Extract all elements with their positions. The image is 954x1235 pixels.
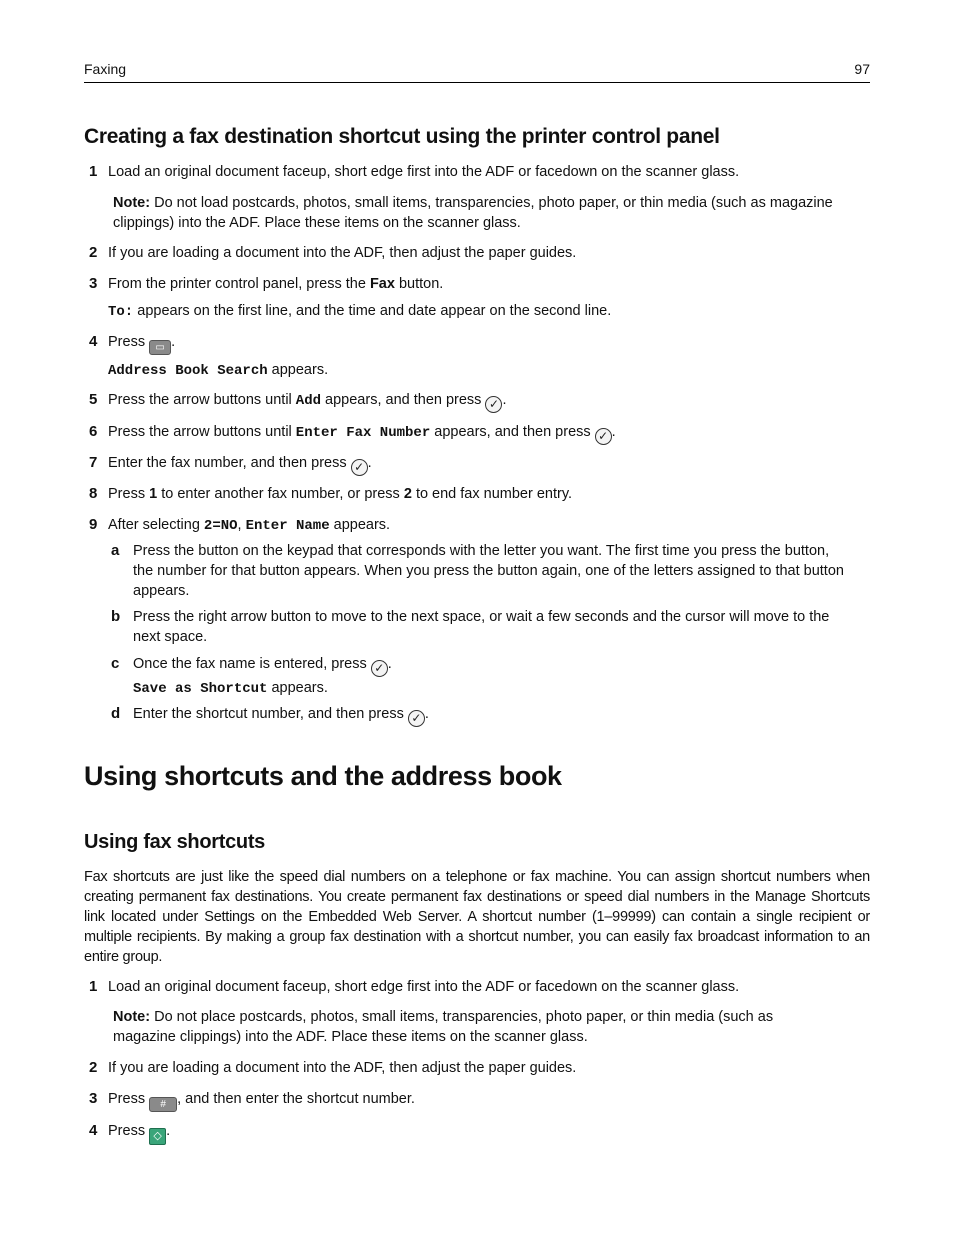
- step-text: If you are loading a document into the ADF, then adjust the paper guides.: [108, 1060, 577, 1076]
- note-text: Do not load postcards, photos, small items, transparencies, photo paper, or thin media (such as magazine: [154, 195, 833, 211]
- text: Press: [108, 486, 146, 502]
- substep-result: [133, 678, 328, 699]
- text: Press: [108, 1091, 146, 1107]
- text: After selecting: [108, 517, 200, 533]
- text: Press the arrow buttons until: [108, 392, 292, 408]
- step-text: Load an original document faceup, short edge first into the ADF or facedown on the scanner glass.: [108, 164, 740, 180]
- chapter-title: Using shortcuts and the address book: [84, 761, 562, 791]
- text: Enter the shortcut number, and then press: [133, 706, 404, 722]
- text: Press: [108, 334, 146, 350]
- step-text: [108, 422, 616, 445]
- substep-letter: d: [111, 705, 121, 722]
- text: Enter the fax number, and then press: [108, 455, 347, 471]
- display-text: To:: [108, 304, 134, 320]
- step-number: 4: [89, 333, 98, 350]
- text: , and then enter the shortcut number.: [177, 1091, 415, 1107]
- text: .: [166, 1123, 171, 1139]
- step-number: 7: [89, 454, 98, 471]
- substep-text: [133, 704, 429, 727]
- note: [113, 1007, 773, 1027]
- text: .: [611, 424, 616, 440]
- substep-text: appears.: [133, 583, 190, 599]
- substep-text: the number for that button appears. When you press the button again, one of the letters assigned to that button: [133, 563, 844, 579]
- substep-text: [133, 654, 392, 677]
- ok-checkmark-icon: ✓: [595, 428, 612, 445]
- step-text: [108, 274, 443, 294]
- step-number: 2: [89, 1059, 98, 1076]
- substep-text: Press the button on the keypad that corresponds with the letter you want. The first time you press the button,: [133, 543, 830, 559]
- text: .: [424, 706, 429, 722]
- ok-checkmark-icon: ✓: [485, 396, 502, 413]
- display-text: 2=NO: [203, 518, 238, 534]
- step-number: 1: [89, 978, 98, 995]
- step-number: 6: [89, 423, 98, 440]
- step-number: 3: [89, 1090, 98, 1107]
- text: .: [367, 455, 372, 471]
- text: ,: [237, 517, 242, 533]
- ok-checkmark-icon: ✓: [351, 459, 368, 476]
- note-label: Note:: [113, 1009, 151, 1025]
- text: appears, and then press: [325, 392, 482, 408]
- step-number: 3: [89, 275, 98, 292]
- text: Press the arrow buttons until: [108, 424, 292, 440]
- page-header: [84, 61, 870, 83]
- address-book-key-icon: ▭: [149, 340, 171, 355]
- header-section: Faxing: [84, 61, 127, 77]
- text: Press: [108, 1123, 146, 1139]
- display-text: Save as Shortcut: [133, 681, 268, 697]
- page-number: 97: [854, 61, 870, 77]
- fax-button-label: Fax: [369, 276, 395, 292]
- step-number: 2: [89, 244, 98, 261]
- text: appears.: [271, 362, 329, 378]
- step-number: 4: [89, 1122, 98, 1139]
- step-text: Load an original document faceup, short edge first into the ADF or facedown on the scanner glass.: [108, 979, 740, 995]
- note-text: magazine clippings) into the ADF. Place these items on the scanner glass.: [113, 1029, 588, 1045]
- text: appears, and then press: [434, 424, 591, 440]
- text: .: [387, 656, 392, 672]
- ok-checkmark-icon: ✓: [371, 660, 388, 677]
- step-number: 9: [89, 516, 98, 533]
- substep-letter: b: [111, 608, 121, 625]
- text: to end fax number entry.: [415, 486, 573, 502]
- start-key-icon: ◇: [149, 1128, 166, 1145]
- substep-letter: c: [111, 655, 120, 672]
- text: to enter another fax number, or press: [161, 486, 400, 502]
- step-text: [108, 1121, 170, 1145]
- substep-text: next space.: [133, 629, 208, 645]
- display-text: Enter Fax Number: [295, 425, 431, 441]
- ok-checkmark-icon: ✓: [408, 710, 425, 727]
- intro-paragraph: Fax shortcuts are just like the speed dial numbers on a telephone or fax machine. You can assign shortcut numbers when creating permanent fax destinations. You create permanent fax destinations or speed dial numbers in the Manage Shortcuts link located under Settings on the Embedded Web Server. A shortcut number (1–99999) can contain a single recipient or multiple recipients. By making a group fax destination with a shortcut number, you can easily fax broadcast information to an entire group.: [84, 869, 870, 965]
- step-text: [108, 390, 507, 413]
- step-text: If you are loading a document into the ADF, then adjust the paper guides.: [108, 245, 577, 261]
- section-title: Creating a fax destination shortcut using the printer control panel: [84, 125, 720, 148]
- display-text: Add: [295, 393, 322, 409]
- step-number: 5: [89, 391, 98, 408]
- substep-text: Press the right arrow button to move to the next space, or wait a few seconds and the cursor will move to the: [133, 609, 830, 625]
- note-text: clippings) into the ADF. Place these items on the scanner glass.: [113, 215, 521, 231]
- text: Once the fax name is entered, press: [133, 656, 367, 672]
- step-text: [108, 515, 390, 536]
- note-text: Do not place postcards, photos, small items, transparencies, photo paper, or thin media (such as: [154, 1009, 774, 1025]
- display-text: Enter Name: [245, 518, 330, 534]
- step-text: [108, 484, 572, 504]
- text: button.: [398, 276, 444, 292]
- step-result: [108, 301, 611, 322]
- step-text: [108, 332, 175, 355]
- key-label: 2: [403, 486, 412, 502]
- step-number: 8: [89, 485, 98, 502]
- display-text: Address Book Search: [108, 363, 268, 379]
- text: From the printer control panel, press the: [108, 276, 366, 292]
- step-result: [108, 360, 328, 381]
- key-label: 1: [149, 486, 158, 502]
- note-label: Note:: [113, 195, 151, 211]
- substep-letter: a: [111, 542, 120, 559]
- text: appears on the first line, and the time and date appear on the second line.: [137, 303, 612, 319]
- note: [113, 193, 833, 213]
- text: .: [171, 334, 176, 350]
- text: .: [502, 392, 507, 408]
- pound-key-icon: #: [149, 1097, 177, 1112]
- subsection-title: Using fax shortcuts: [84, 831, 265, 853]
- text: appears.: [271, 680, 328, 696]
- step-number: 1: [89, 163, 98, 180]
- step-text: [108, 453, 372, 476]
- step-text: [108, 1089, 415, 1112]
- text: appears.: [333, 517, 391, 533]
